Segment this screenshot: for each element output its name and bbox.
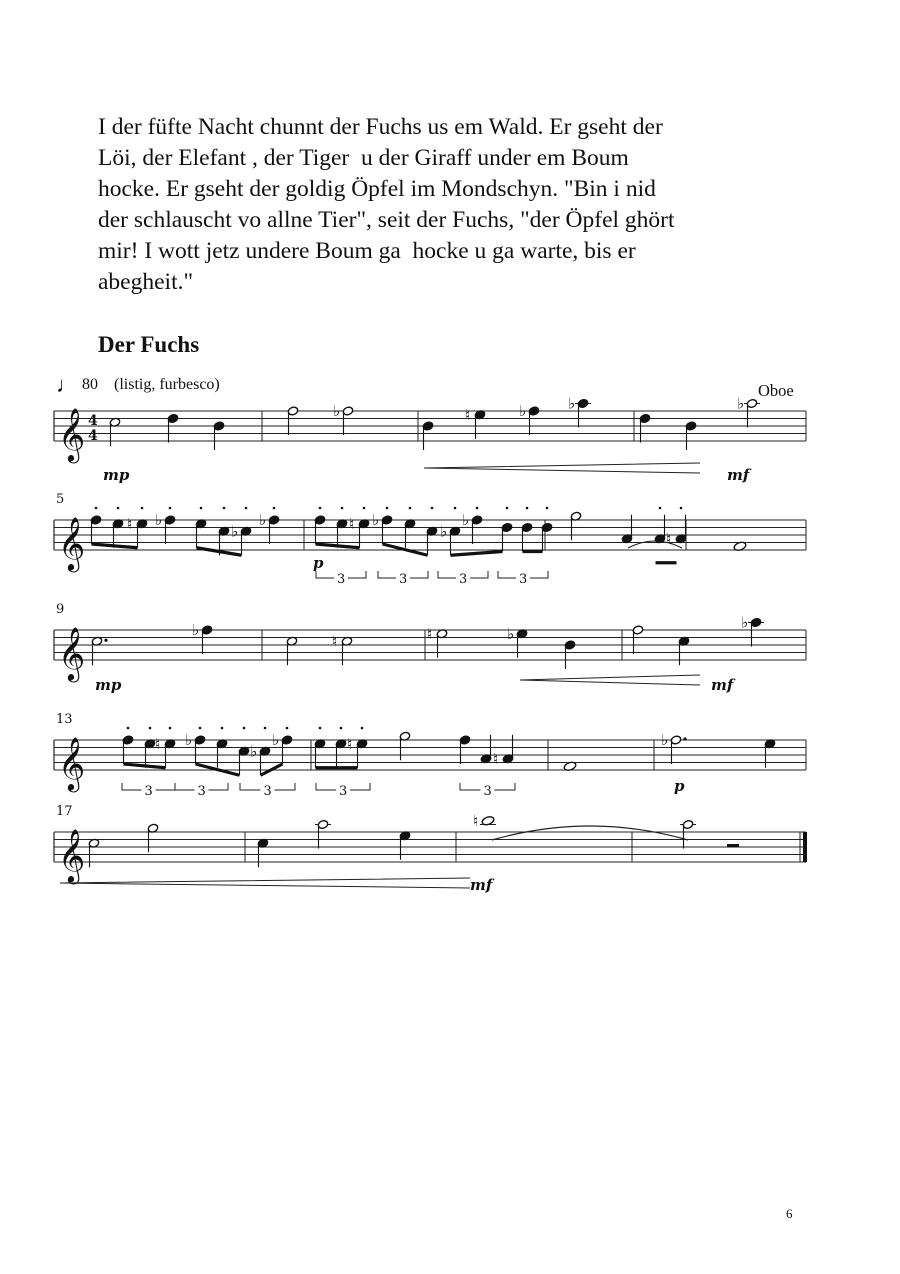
dynamic-mp: mp bbox=[95, 676, 122, 694]
tuplet-number: 3 bbox=[519, 572, 528, 587]
tuplet-number: 3 bbox=[399, 572, 408, 587]
treble-clef-icon: 𝄞 bbox=[58, 736, 86, 790]
expression-marking: (listig, furbesco) bbox=[114, 376, 220, 393]
natural-icon: ♮ bbox=[473, 811, 479, 830]
crescendo-hairpin bbox=[424, 463, 700, 473]
flat-icon: ♭ bbox=[661, 731, 669, 749]
staccato-dot bbox=[200, 507, 203, 510]
beam bbox=[316, 544, 360, 548]
staccato-dot bbox=[199, 727, 202, 730]
staccato-dot bbox=[245, 507, 248, 510]
staccato-dot bbox=[506, 507, 509, 510]
dynamic-mf: mf bbox=[711, 676, 734, 694]
staccato-dot bbox=[117, 507, 120, 510]
flat-icon: ♭ bbox=[333, 402, 341, 420]
staccato-dot bbox=[431, 507, 434, 510]
natural-icon: ♮ bbox=[349, 514, 355, 533]
flat-icon: ♭ bbox=[519, 402, 527, 420]
tuplet-bracket bbox=[316, 783, 336, 790]
tuplet-bracket bbox=[348, 571, 366, 578]
augmentation-dot bbox=[104, 639, 107, 642]
staccato-dot bbox=[319, 507, 322, 510]
tuplet-bracket bbox=[530, 571, 548, 578]
dynamic-p: p bbox=[674, 777, 685, 795]
tuplet-bracket bbox=[495, 783, 516, 790]
tuplet-number: 3 bbox=[483, 784, 492, 799]
story-line: hocke. Er gseht der goldig Öpfel im Mondschyn. "Bin i nid bbox=[98, 176, 656, 202]
natural-icon: ♮ bbox=[155, 734, 161, 753]
tuplet-bracket bbox=[122, 783, 142, 790]
tuplet-bracket bbox=[498, 571, 516, 578]
flat-icon: ♭ bbox=[272, 731, 280, 749]
instrument-label: Oboe bbox=[758, 381, 794, 400]
natural-icon: ♮ bbox=[127, 514, 133, 533]
tuplet-bracket bbox=[275, 783, 296, 790]
staccato-dot bbox=[286, 727, 289, 730]
page-number: 6 bbox=[786, 1206, 793, 1221]
tuplet-bracket bbox=[316, 571, 334, 578]
flat-icon: ♭ bbox=[440, 522, 448, 541]
measure-number: 5 bbox=[56, 492, 65, 507]
tuplet-bracket bbox=[378, 571, 396, 578]
flat-icon: ♭ bbox=[568, 394, 576, 413]
story-line: Löi, der Elefant , der Tiger u der Giraff under em Boum bbox=[98, 145, 629, 171]
staccato-dot bbox=[141, 507, 144, 510]
staccato-dot bbox=[169, 507, 172, 510]
flat-icon: ♭ bbox=[259, 511, 267, 529]
tie bbox=[492, 826, 688, 840]
beam bbox=[92, 544, 138, 548]
final-bar-thick bbox=[803, 832, 807, 862]
crescendo-hairpin bbox=[520, 675, 700, 685]
flat-icon: ♭ bbox=[741, 613, 749, 632]
tuplet-bracket bbox=[470, 571, 488, 578]
measure-number: 9 bbox=[56, 602, 65, 617]
staccato-dot bbox=[341, 507, 344, 510]
story-line: I der füfte Nacht chunnt der Fuchs us em Wald. Er gseht der bbox=[98, 114, 663, 140]
tuplet-bracket bbox=[460, 783, 481, 790]
natural-icon: ♮ bbox=[427, 624, 433, 643]
staccato-dot bbox=[386, 507, 389, 510]
dynamic-p: p bbox=[313, 554, 324, 572]
staccato-dot bbox=[409, 507, 412, 510]
flat-icon: ♭ bbox=[372, 511, 380, 529]
story-line: abegheit." bbox=[98, 269, 194, 295]
staccato-dot bbox=[546, 507, 549, 510]
staccato-dot bbox=[680, 507, 683, 510]
treble-clef-icon: 𝄞 bbox=[58, 828, 86, 882]
flat-icon: ♭ bbox=[192, 621, 200, 639]
flat-icon: ♭ bbox=[231, 522, 239, 541]
staccato-dot bbox=[319, 727, 322, 730]
treble-clef-icon: 𝄞 bbox=[58, 516, 86, 570]
staccato-dot bbox=[361, 727, 364, 730]
measure-number: 13 bbox=[56, 712, 73, 727]
flat-icon: ♭ bbox=[737, 394, 745, 413]
tuplet-bracket bbox=[438, 571, 456, 578]
staccato-dot bbox=[363, 507, 366, 510]
tuplet-number: 3 bbox=[197, 784, 206, 799]
augmentation-dot bbox=[683, 737, 686, 740]
tuplet-bracket bbox=[209, 783, 229, 790]
staccato-dot bbox=[340, 727, 343, 730]
treble-clef-icon: 𝄞 bbox=[58, 626, 86, 680]
tuplet-bracket bbox=[410, 571, 428, 578]
beam bbox=[124, 764, 166, 768]
tuplet-bracket bbox=[156, 783, 176, 790]
staccato-dot bbox=[221, 727, 224, 730]
flat-icon: ♭ bbox=[507, 624, 515, 643]
crescendo-hairpin bbox=[60, 878, 470, 888]
piece-title: Der Fuchs bbox=[98, 332, 200, 357]
flat-icon: ♭ bbox=[462, 511, 470, 529]
treble-clef-icon: 𝄞 bbox=[58, 407, 86, 461]
tuplet-bracket bbox=[175, 783, 195, 790]
natural-icon: ♮ bbox=[332, 632, 338, 651]
staccato-dot bbox=[127, 727, 130, 730]
staccato-dot bbox=[264, 727, 267, 730]
flat-icon: ♭ bbox=[155, 511, 163, 529]
staccato-dot bbox=[169, 727, 172, 730]
flat-icon: ♭ bbox=[250, 742, 258, 761]
staccato-dot bbox=[659, 507, 662, 510]
time-signature-top: 4 bbox=[88, 413, 98, 429]
beam bbox=[451, 552, 503, 556]
time-signature-bottom: 4 bbox=[88, 428, 98, 444]
natural-icon: ♮ bbox=[666, 529, 672, 548]
tuplet-number: 3 bbox=[337, 572, 346, 587]
staccato-dot bbox=[273, 507, 276, 510]
tuplet-number: 3 bbox=[459, 572, 468, 587]
staccato-dot bbox=[526, 507, 529, 510]
staccato-dot bbox=[476, 507, 479, 510]
natural-icon: ♮ bbox=[347, 734, 353, 753]
staccato-dot bbox=[454, 507, 457, 510]
quarter-note-icon: ♩ bbox=[56, 372, 78, 397]
staccato-dot bbox=[243, 727, 246, 730]
half-rest-icon bbox=[727, 844, 739, 848]
dynamic-mf: mf bbox=[727, 466, 750, 484]
dynamic-mf: mf bbox=[470, 876, 493, 894]
natural-icon: ♮ bbox=[493, 749, 499, 768]
tempo-value: 80 bbox=[82, 376, 98, 393]
tuplet-number: 3 bbox=[339, 784, 348, 799]
dynamic-mp: mp bbox=[103, 466, 130, 484]
staccato-dot bbox=[95, 507, 98, 510]
staccato-dot bbox=[149, 727, 152, 730]
flat-icon: ♭ bbox=[185, 731, 193, 749]
tuplet-bracket bbox=[240, 783, 261, 790]
tuplet-bracket bbox=[350, 783, 370, 790]
natural-icon: ♮ bbox=[465, 405, 471, 424]
tuplet-number: 3 bbox=[263, 784, 272, 799]
measure-number: 17 bbox=[56, 804, 73, 819]
tuplet-number: 3 bbox=[144, 784, 153, 799]
staccato-dot bbox=[223, 507, 226, 510]
story-line: der schlauscht vo allne Tier", seit der Fuchs, "der Öpfel ghört bbox=[98, 207, 675, 233]
story-line: mir! I wott jetz undere Boum ga hocke u ga warte, bis er bbox=[98, 238, 636, 264]
